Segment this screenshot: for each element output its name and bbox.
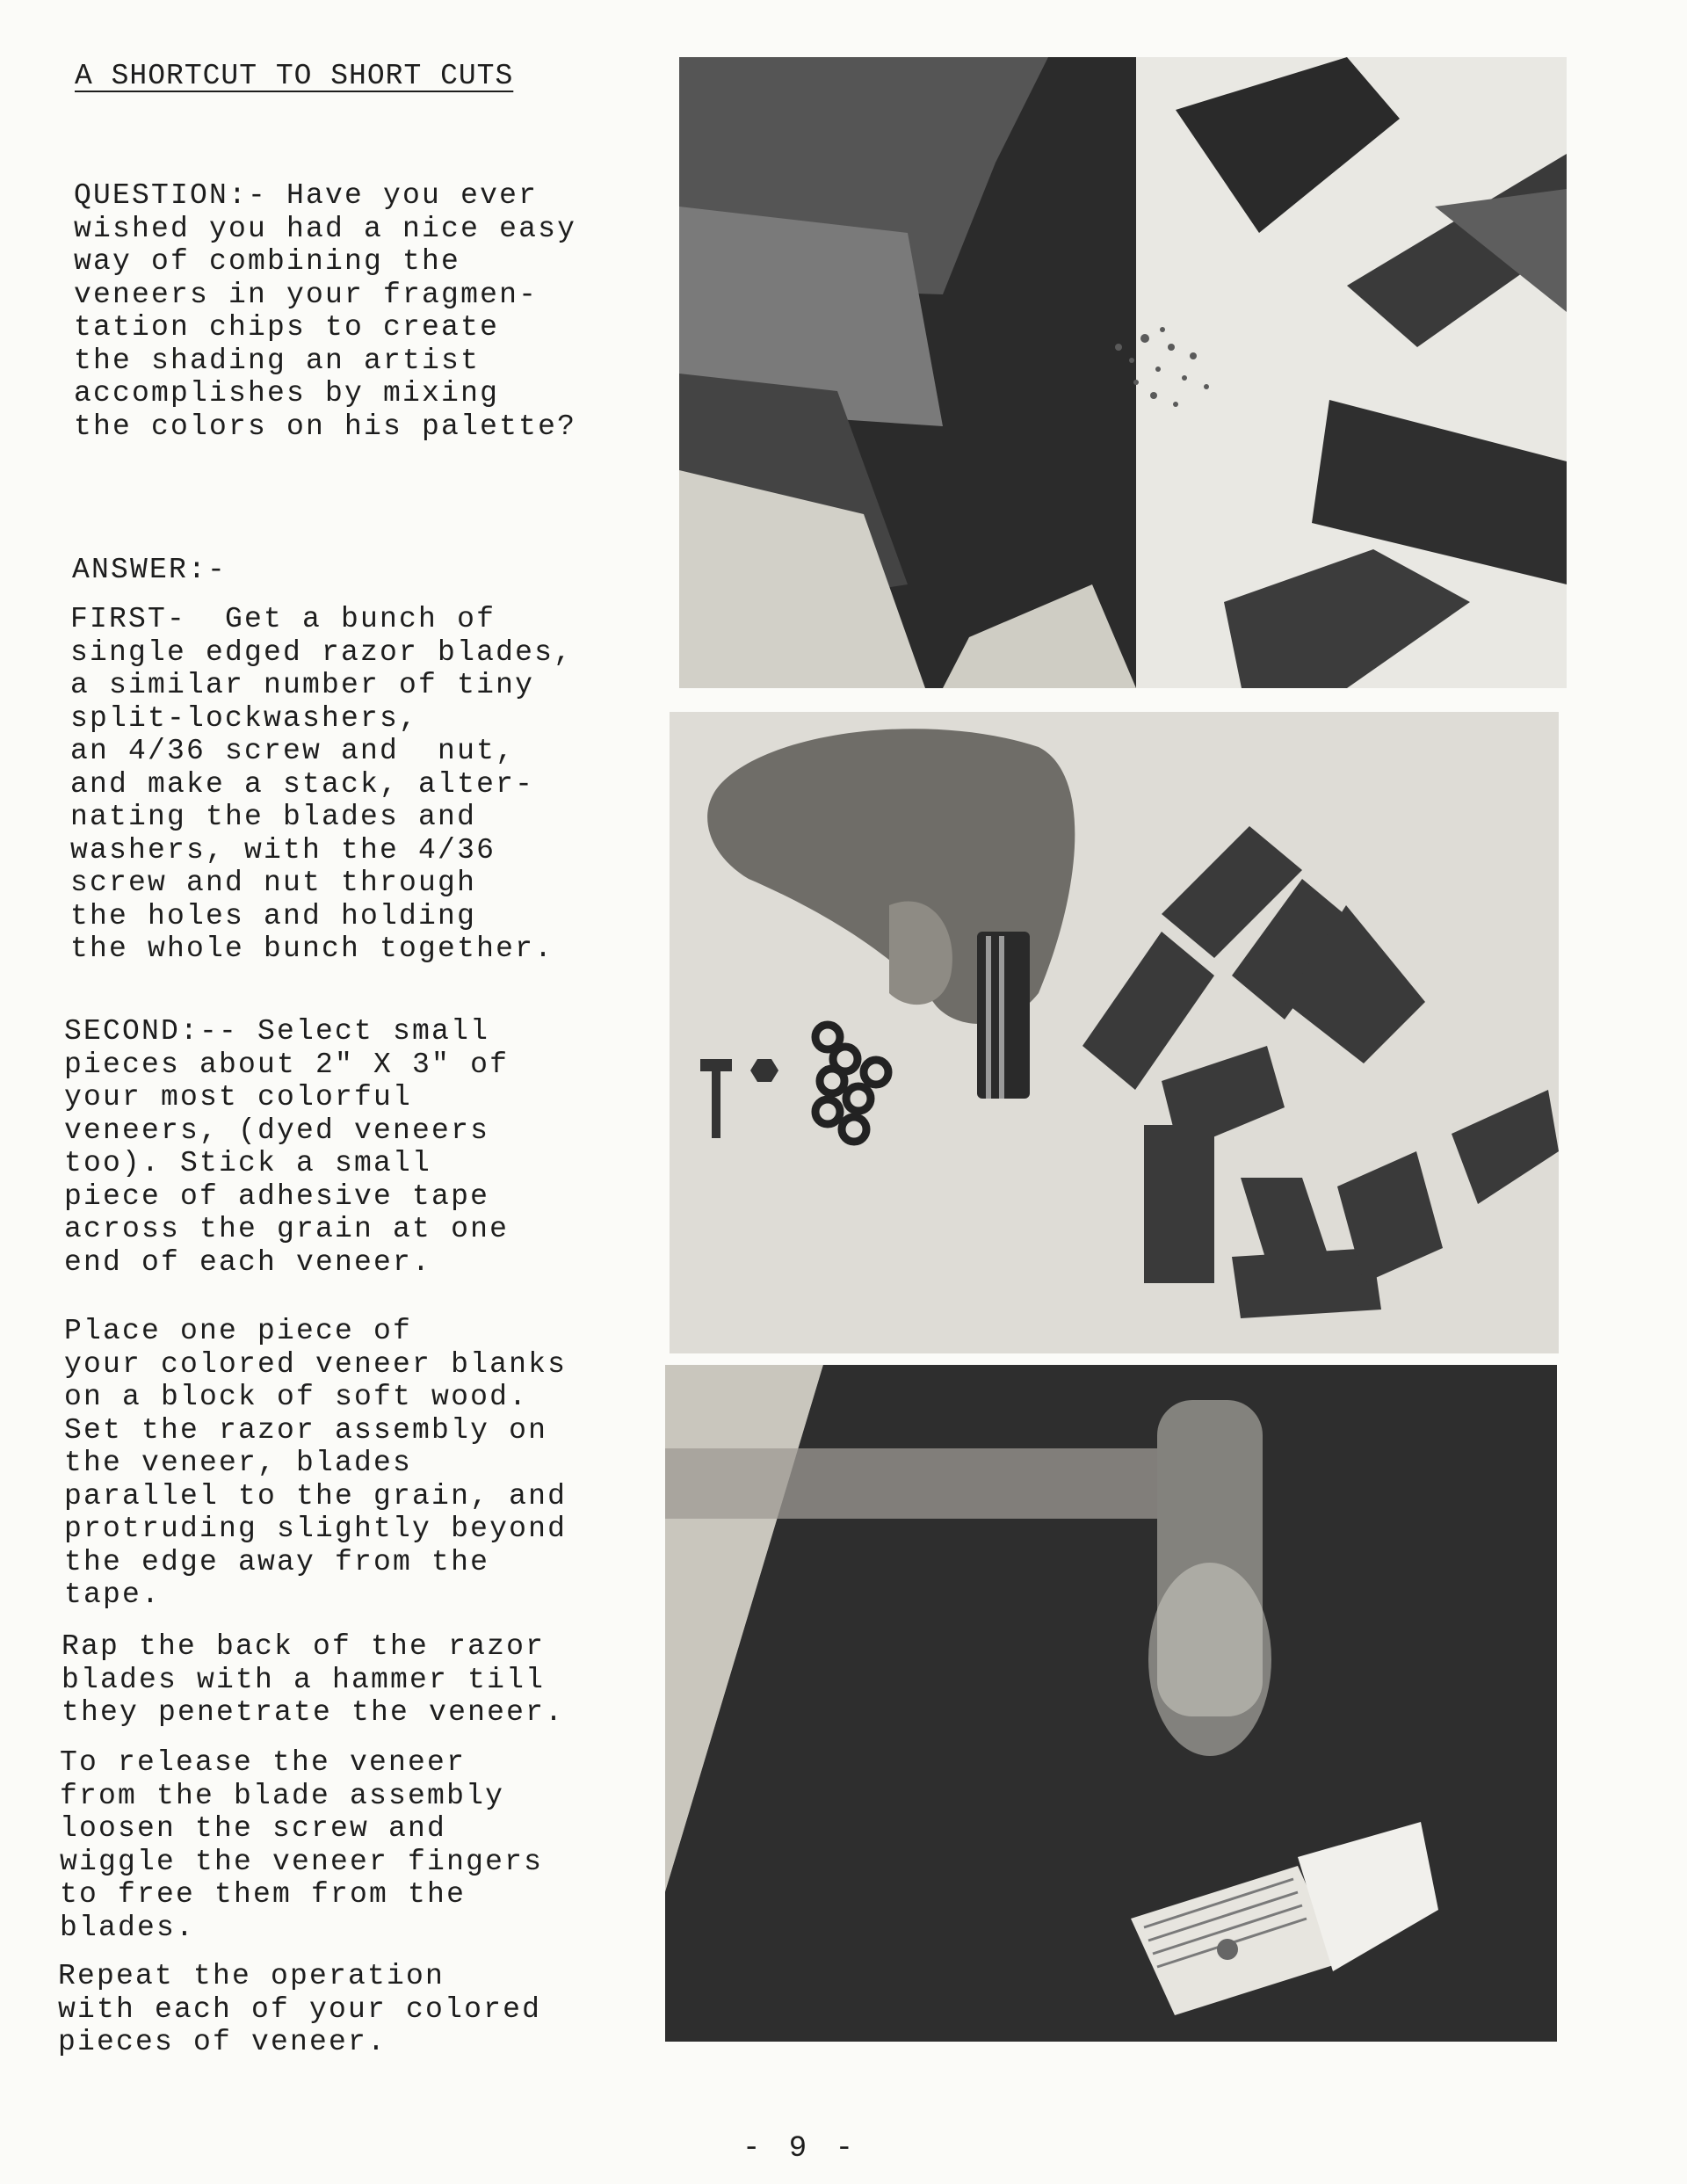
rap-blades-paragraph: Rap the back of the razor blades with a hammer till they penetrate the veneer. <box>62 1630 565 1729</box>
question-paragraph: QUESTION:- Have you ever wished you had a nice easy way of combining the veneers in your fragmen- tation chips to create the shading an artist accomplishes by mixing the colors on his palette? <box>74 179 577 443</box>
hammer-strike-photo <box>665 1365 1557 2042</box>
veneer-chips-photo <box>679 57 1567 688</box>
page-number: - 9 - <box>742 2132 859 2166</box>
first-step-paragraph: FIRST- Get a bunch of single edged razor blades, a similar number of tiny split-lockwashers, an 4/36 screw and nut, and make a stack, alter- nating the blades and washers, with the 4/36 screw and nut through the holes and holding the whole bunch together. <box>70 603 574 965</box>
place-veneer-paragraph: Place one piece of your colored veneer blanks on a block of soft wood. Set the razor assembly on the veneer, blades parallel to the grain, and protruding slightly beyond the edge away from the tape. <box>64 1315 568 1611</box>
article-title: A SHORTCUT TO SHORT CUTS <box>75 60 514 92</box>
release-veneer-paragraph: To release the veneer from the blade assembly loosen the screw and wiggle the veneer fingers to free them from the blades. <box>60 1746 544 1944</box>
second-step-paragraph: SECOND:-- Select small pieces about 2" X 3" of your most colorful veneers, (dyed veneers too). Stick a small piece of adhesive tape across the grain at one end of each veneer. <box>64 1015 510 1279</box>
razor-blades-photo <box>670 712 1559 1353</box>
answer-label: ANSWER:- <box>72 554 228 586</box>
repeat-operation-paragraph: Repeat the operation with each of your colored pieces of veneer. <box>58 1960 542 2058</box>
